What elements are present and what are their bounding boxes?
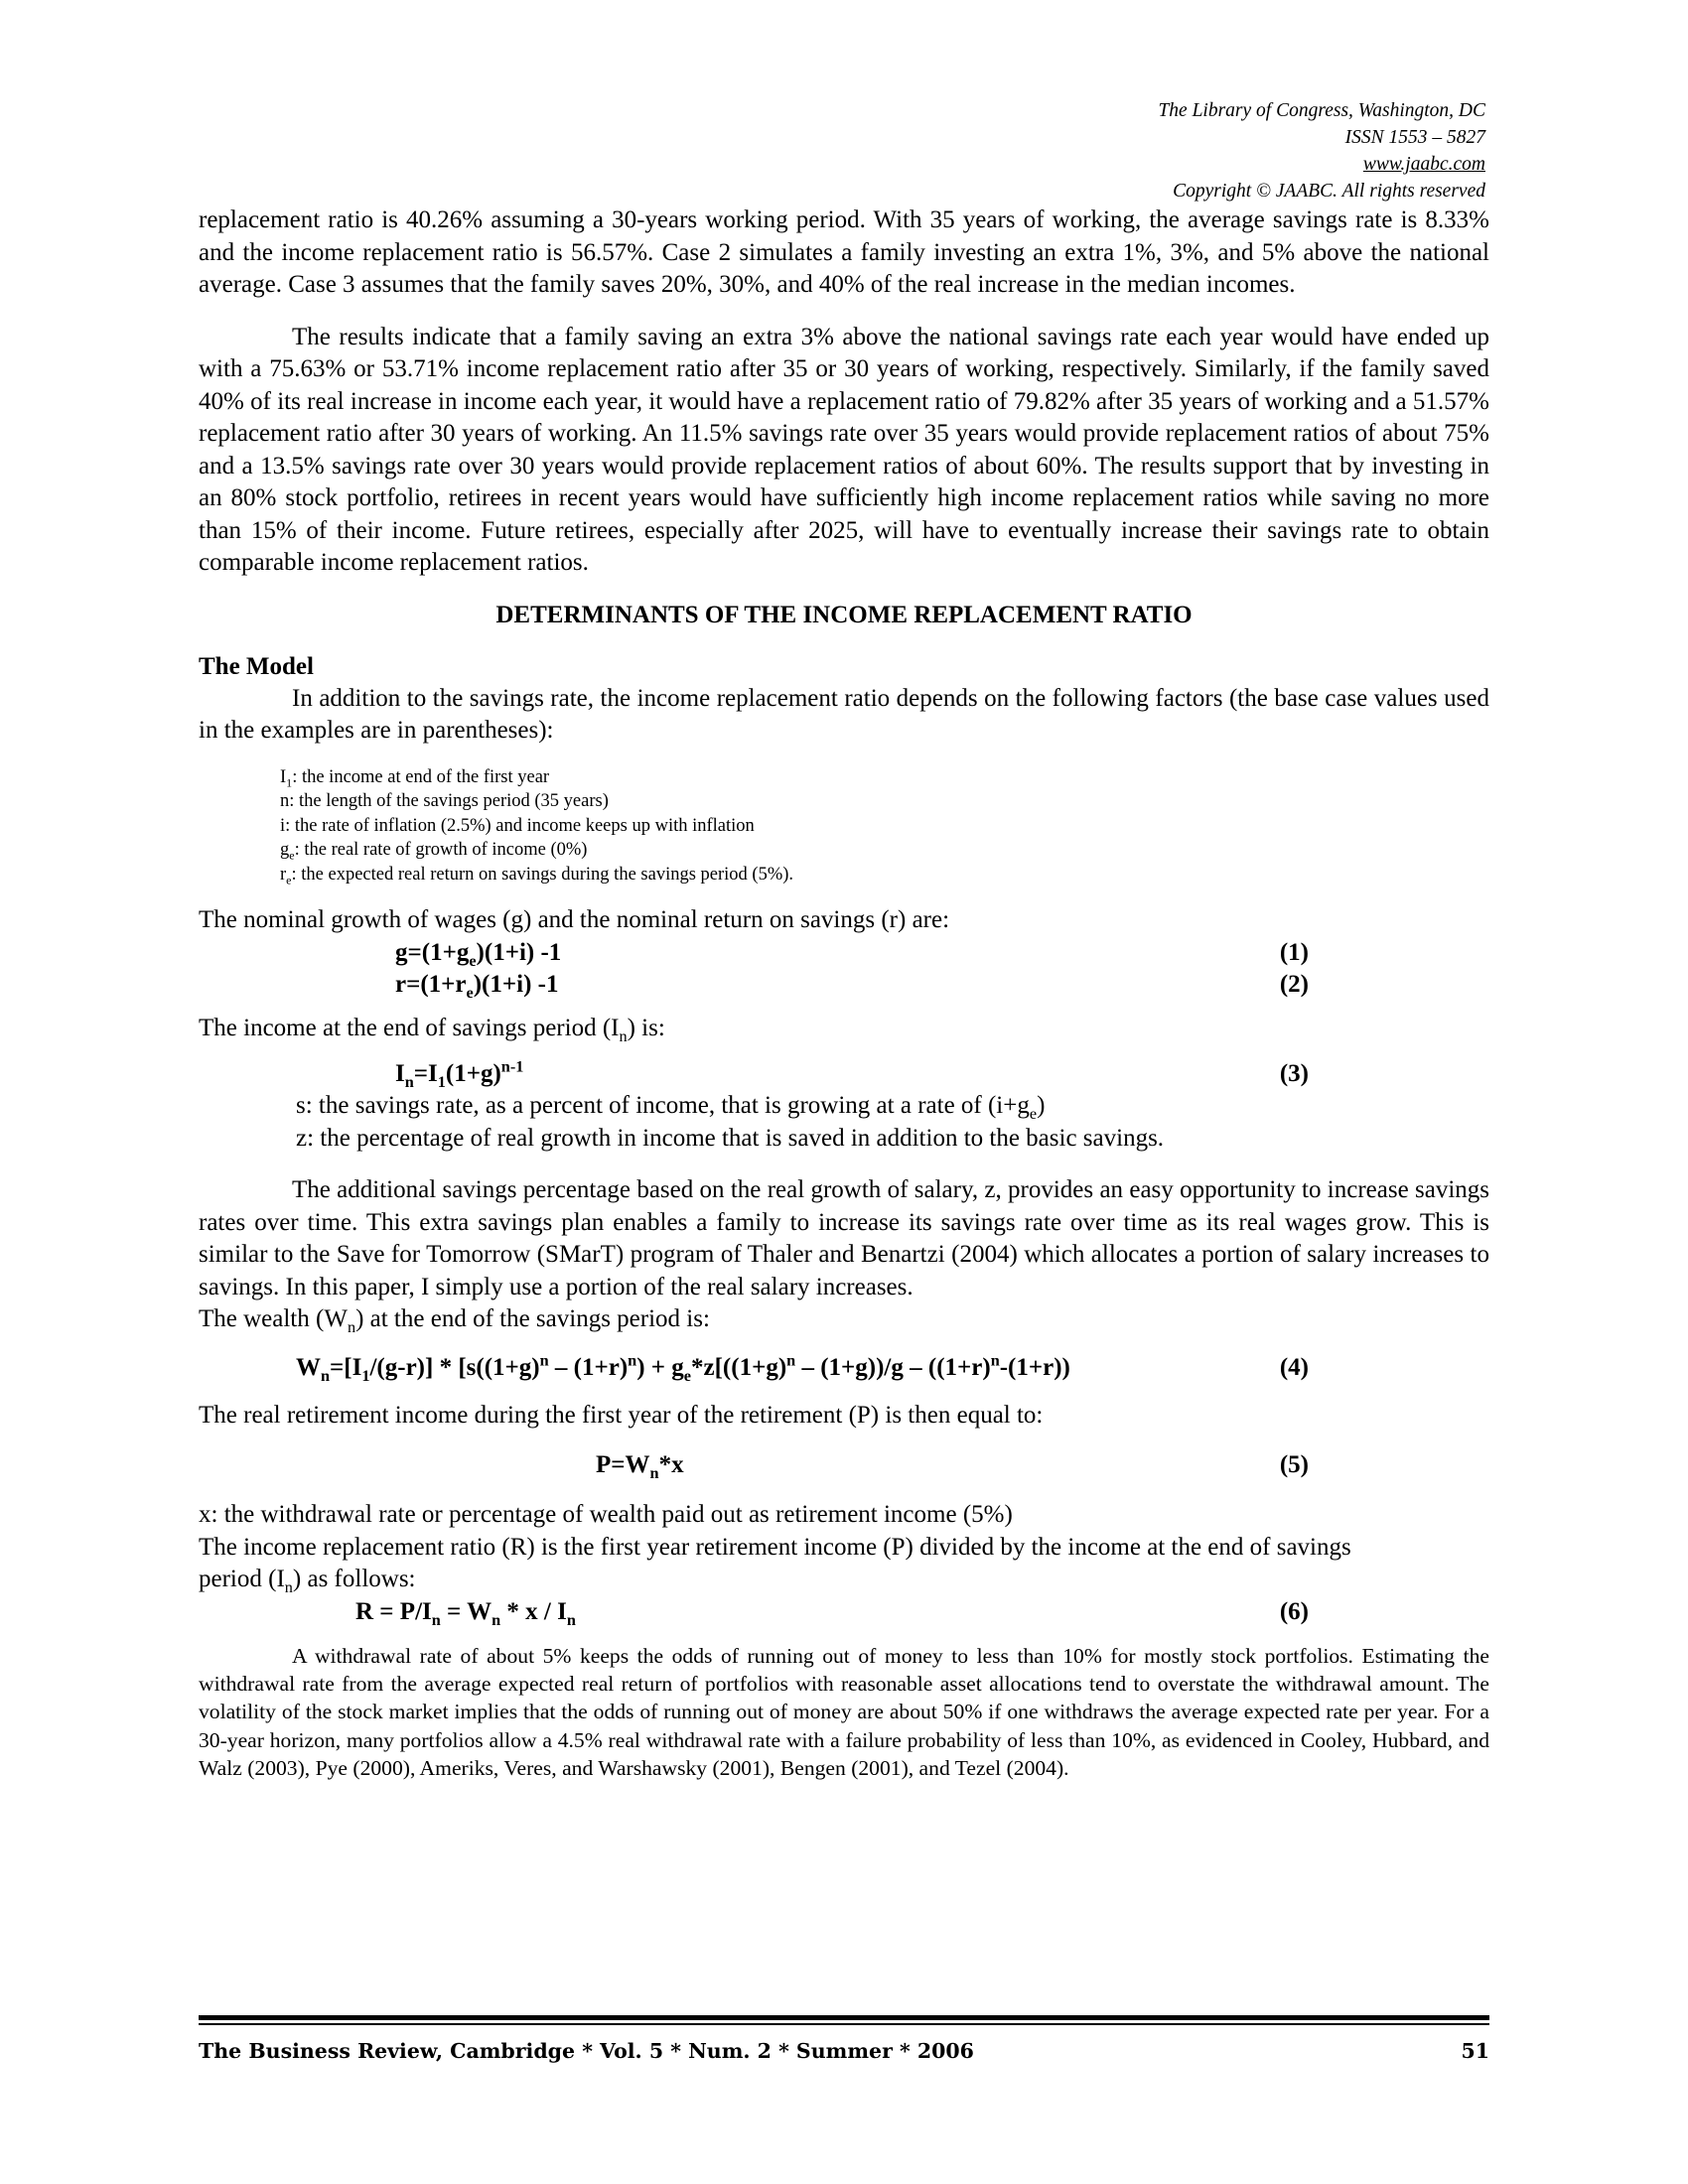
equation-number: (3) bbox=[1279, 1060, 1309, 1087]
equation-number: (1) bbox=[1279, 938, 1309, 966]
definition: s: the savings rate, as a percent of income, that is growing at a rate of $(i+g_e)$ bbox=[296, 1092, 1046, 1123]
paragraph: The income replacement ratio (R) is the first year retirement income (P) divided by the income at the end of savings bbox=[199, 1533, 1351, 1561]
definition: z: the percentage of real growth in income that is saved in addition to the basic savings. bbox=[296, 1124, 1165, 1152]
page bbox=[199, 97, 1489, 1783]
variable-list bbox=[280, 765, 1489, 887]
equation-4: $W_n=[I_1/(g-r)] * [s((1+g)^n - (1+r)^n) + g_e*z[((1+g)^n - (1+g))/g - ((1+r)^n-(1+r))$ (4) bbox=[296, 1351, 1309, 1385]
equation-number: (5) bbox=[1279, 1451, 1309, 1478]
paragraph: The wealth $(W_n)$ at the end of the savings period is: bbox=[199, 1305, 710, 1336]
variable-item: n: the length of the savings period (35 years) bbox=[280, 791, 609, 811]
header-library: The Library of Congress, Washington, DC bbox=[1158, 100, 1485, 121]
equation-6: $R = P/I_n = W_n * x / I_n$ (6) bbox=[355, 1597, 1309, 1629]
variable-item: i: the rate of inflation (2.5%) and income keeps up with inflation bbox=[280, 815, 755, 836]
article-body bbox=[199, 205, 1489, 1783]
equation-3: $I_n=I_1(1+g)^{n-1}$ (3) bbox=[395, 1057, 1309, 1091]
header-issn: ISSN 1553 – 5827 bbox=[1344, 127, 1485, 148]
paragraph: replacement ratio is 40.26% assuming a 30-years working period. With 35 years of working, the average savings rate is 8.33% and the income replacement ratio is 56.57%. Case 2 simulates a family investing an extra 1%, 3%, and 5% above the national average. Case 3 assumes that the family saves 20%, 30%, and 40% of the real increase in the median incomes. bbox=[199, 206, 1489, 298]
paragraph: period $(I_n)$ as follows: bbox=[199, 1566, 416, 1596]
equation-2: $r=(1+r_e)(1+i)$ -1 (2) bbox=[395, 970, 1309, 1002]
header-copyright: Copyright © JAABC. All rights reserved bbox=[1173, 181, 1485, 202]
footer-text bbox=[199, 2039, 1489, 2069]
variable-item: $r_e$: the expected real return on savings during the savings period (5%). bbox=[280, 864, 794, 887]
equation-1: $g=(1+g_e)(1+i)$ -1 (1) bbox=[395, 938, 1309, 970]
journal-citation: The Business Review, Cambridge * Vol. 5 * Num. 2 * Summer * 2006 bbox=[199, 2039, 974, 2063]
footer-rule bbox=[199, 2015, 1489, 2020]
paragraph: The real retirement income during the first year of the retirement (P) is then equal to: bbox=[199, 1401, 1044, 1429]
variable-item: $I_1$: the income at end of the first year bbox=[280, 766, 550, 790]
footer-rule bbox=[199, 2023, 1489, 2025]
paragraph: In addition to the savings rate, the income replacement ratio depends on the following factors (the base case values used in the examples are in parentheses): bbox=[199, 684, 1489, 744]
page-footer bbox=[199, 2015, 1489, 2069]
paragraph: A withdrawal rate of about 5% keeps the odds of running out of money to less than 10% for mostly stock portfolios. Estimating the withdrawal rate from the average expected real return of portfolios with reasonable asset allocations tend to overstate the withdrawal amount. The volatility of the stock market implies that the odds of running out of money are about 50% if one withdraws the average expected rate per year. For a 30-year horizon, many portfolios allow a 4.5% real withdrawal rate with a failure probability of less than 10%, as evidenced in Cooley, Hubbard, and Walz (2003), Pye (2000), Ameriks, Veres, and Warshawsky (2001), Bengen (2001), and Tezel (2004). bbox=[199, 1643, 1489, 1781]
paragraph: x: the withdrawal rate or percentage of wealth paid out as retirement income (5%) bbox=[199, 1501, 1013, 1528]
equation-number: (6) bbox=[1279, 1597, 1309, 1625]
paragraph: The results indicate that a family saving an extra 3% above the national savings rate each year would have ended up with a 75.63% or 53.71% income replacement ratio after 35 or 30 years of working, respectively. Similarly, if the family saved 40% of its real increase in income each year, it would have a replacement ratio of 79.82% after 35 years of working and a 51.57% replacement ratio after 30 years of working. An 11.5% savings rate over 35 years would provide replacement ratios of about 75% and a 13.5% savings rate over 30 years would provide replacement ratios of about 60%. The results support that by investing in an 80% stock portfolio, retirees in recent years would have sufficiently high income replacement ratios while saving no more than 15% of their income. Future retirees, especially after 2025, will have to eventually increase their savings rate to obtain comparable income replacement ratios. bbox=[199, 323, 1489, 576]
paragraph: The additional savings percentage based on the real growth of salary, z, provides an easy opportunity to increase savings rates over time. This extra savings plan enables a family to increase its savings rate over time as its real wages grow. This is similar to the Save for Tomorrow (SMarT) program of Thaler and Benartzi (2004) which allocates a portion of salary increases to savings. In this paper, I simply use a portion of the real salary increases. bbox=[199, 1176, 1489, 1300]
variable-item: $g_e$: the real rate of growth of income (0%) bbox=[280, 840, 588, 863]
subsection-heading: The Model bbox=[199, 652, 314, 680]
running-header bbox=[199, 97, 1485, 205]
paragraph: The nominal growth of wages (g) and the nominal return on savings (r) are: bbox=[199, 906, 950, 933]
equation-number: (2) bbox=[1279, 970, 1309, 998]
page-number: 51 bbox=[1461, 2039, 1489, 2063]
equation-number: (4) bbox=[1279, 1353, 1309, 1381]
paragraph: The income at the end of savings period $(I_n)$ is: bbox=[199, 1014, 665, 1045]
section-heading: DETERMINANTS OF THE INCOME REPLACEMENT RATIO bbox=[495, 601, 1193, 628]
header-website-link[interactable]: www.jaabc.com bbox=[1362, 154, 1485, 175]
equation-5: $P=W_n*x$ (5) bbox=[596, 1451, 1309, 1482]
